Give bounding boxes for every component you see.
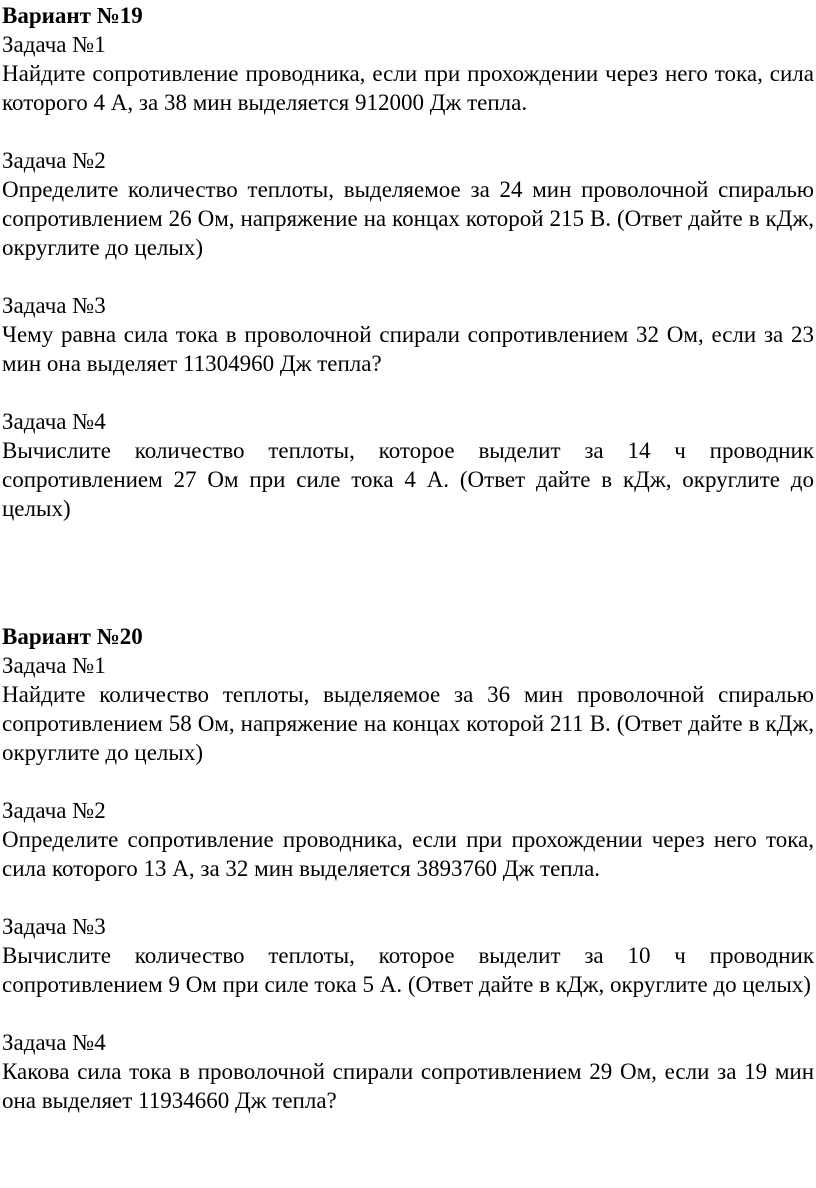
- variant-20-title: Вариант №20: [2, 624, 143, 649]
- variant-20-task-1: [2, 651, 814, 767]
- variant-19-task-1: [2, 30, 814, 117]
- task-label: Задача №3: [2, 914, 106, 939]
- variant-20-section: [2, 622, 814, 1144]
- variant-19-task-2: [2, 146, 814, 262]
- variant-20-task-3: [2, 912, 814, 999]
- variant-19-task-4: [2, 407, 814, 523]
- task-text: Вычислите количество теплоты, которое выделит за 14 ч проводник сопротивлением 27 Ом при силе тока 4 А. (Ответ дайте в кДж, округлите до целых): [2, 438, 814, 521]
- task-label: Задача №1: [2, 653, 106, 678]
- variant-19-title: Вариант №19: [2, 3, 143, 28]
- task-label: Задача №4: [2, 1030, 106, 1055]
- task-label: Задача №2: [2, 798, 106, 823]
- task-text: Найдите сопротивление проводника, если при прохождении через него тока, сила которого 4 А, за 38 мин выделяется 912000 Дж тепла.: [2, 61, 814, 115]
- task-label: Задача №3: [2, 293, 106, 318]
- variant-19-section: [2, 1, 814, 552]
- variant-20-task-4: [2, 1028, 814, 1115]
- task-label: Задача №1: [2, 32, 106, 57]
- task-text: Чему равна сила тока в проволочной спирали сопротивлением 32 Ом, если за 23 мин она выделяет 11304960 Дж тепла?: [2, 322, 814, 376]
- task-text: Вычислите количество теплоты, которое выделит за 10 ч проводник сопротивлением 9 Ом при силе тока 5 А. (Ответ дайте в кДж, округлите до целых): [2, 943, 814, 997]
- task-text: Найдите количество теплоты, выделяемое за 36 мин проволочной спиралью сопротивлением 58 Ом, напряжение на концах которой 211 В. (Ответ дайте в кДж, округлите до целых): [2, 682, 814, 765]
- task-text: Определите количество теплоты, выделяемое за 24 мин проволочной спиралью сопротивлением 26 Ом, напряжение на концах которой 215 В. (Ответ дайте в кДж, округлите до целых): [2, 177, 814, 260]
- task-text: Определите сопротивление проводника, если при прохождении через него тока, сила которого 13 А, за 32 мин выделяется 3893760 Дж тепла.: [2, 827, 814, 881]
- variant-20-task-2: [2, 796, 814, 883]
- task-text: Какова сила тока в проволочной спирали сопротивлением 29 Ом, если за 19 мин она выделяет 11934660 Дж тепла?: [2, 1059, 814, 1113]
- variant-19-task-3: [2, 291, 814, 378]
- task-label: Задача №2: [2, 148, 106, 173]
- task-label: Задача №4: [2, 409, 106, 434]
